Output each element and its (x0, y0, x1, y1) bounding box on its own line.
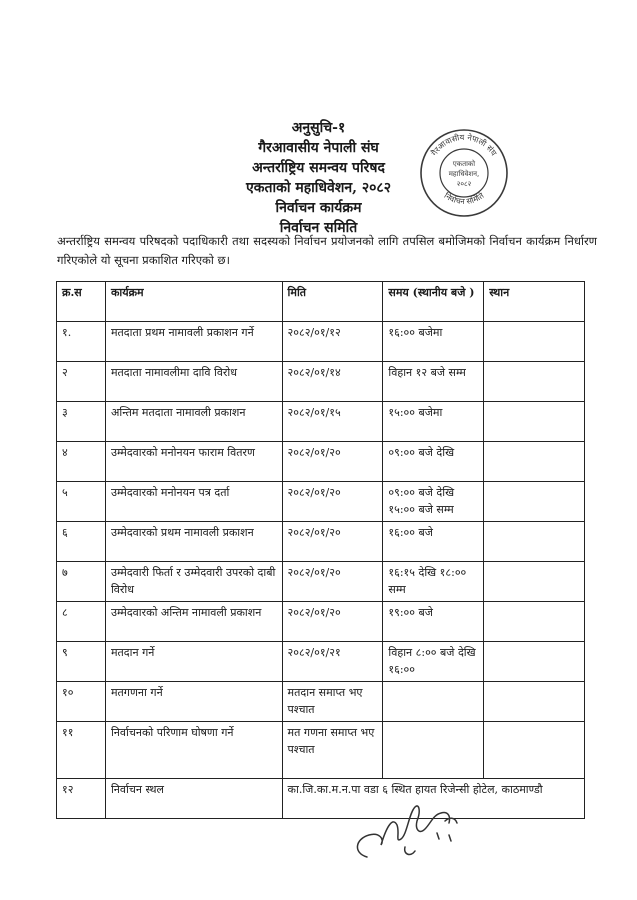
table-row-venue (57, 779, 585, 819)
row-time: विहान १२ बजे सम्म (383, 362, 484, 402)
seal-center-line1: एकताको (452, 160, 476, 168)
row-time: १५:०० बजेमा (383, 402, 484, 442)
row-date: २०८२/०१/१२ (282, 322, 383, 362)
intro-paragraph: अन्तर्राष्ट्रिय समन्वय परिषदको पदाधिकारी तथा सदस्यको निर्वाचन प्रयोजनको लागि तपसिल बमोजिमको निर्वाचन कार्यक्रम निर्धारण गरिएकोले यो सूचना प्रकाशित गरिएको छ। (57, 234, 597, 267)
svg-text:गैरआवासीय नेपाली संघ (429, 132, 499, 158)
row-serial: ५ (57, 482, 106, 522)
row-program: उम्मेदवारको मनोनयन पत्र दर्ता (105, 482, 282, 522)
row-date: मतदान समाप्त भए पश्चात (282, 682, 383, 722)
row-date: २०८२/०१/२१ (282, 642, 383, 682)
table-header-row (57, 282, 585, 322)
header-time: समय (स्थानीय बजे ) (383, 282, 484, 322)
row-date: २०८२/०१/२० (282, 482, 383, 522)
row-program: मतगणना गर्ने (105, 682, 282, 722)
seal-center-line3: २०८२ (456, 180, 472, 188)
document-header (0, 118, 637, 238)
row-date: २०८२/०१/१४ (282, 362, 383, 402)
row-serial: २ (57, 362, 106, 402)
row-program: उम्मेदवारको मनोनयन फाराम वितरण (105, 442, 282, 482)
row-place (484, 722, 585, 779)
row-time: १६:०० बजेमा (383, 322, 484, 362)
row-time: १९:०० बजे (383, 602, 484, 642)
row-time: १६:१५ देखि १८:०० सम्म (383, 562, 484, 602)
header-serial: क्र.स (57, 282, 106, 322)
row-time (383, 722, 484, 779)
row-place (484, 402, 585, 442)
row-date: २०८२/०१/२० (282, 602, 383, 642)
row-place (484, 322, 585, 362)
seal-center-line2: महाधिवेशन, (448, 170, 480, 178)
row-time: ०९:०० बजे देखि १५:०० बजे सम्म (383, 482, 484, 522)
committee-name: निर्वाचन समिति (279, 220, 358, 236)
row-serial: १. (57, 322, 106, 362)
row-place (484, 602, 585, 642)
seal-top-text: गैरआवासीय नेपाली संघ (429, 132, 499, 158)
table-row (57, 442, 585, 482)
row-serial: १० (57, 682, 106, 722)
table-row (57, 322, 585, 362)
row-date: २०८२/०१/२० (282, 442, 383, 482)
election-schedule-table (56, 281, 585, 819)
table-row (57, 562, 585, 602)
row-program: मतदान गर्ने (105, 642, 282, 682)
row-program: उम्मेदवारको प्रथम नामावली प्रकाशन (105, 522, 282, 562)
row-program: उम्मेदवारी फिर्ता र उम्मेदवारी उपरको दाबी विरोध (105, 562, 282, 602)
header-program: कार्यक्रम (105, 282, 282, 322)
row-date: मत गणना समाप्त भए पश्चात (282, 722, 383, 779)
table-row (57, 482, 585, 522)
row-date: २०८२/०१/१५ (282, 402, 383, 442)
row-place (484, 522, 585, 562)
row-date: २०८२/०१/२० (282, 562, 383, 602)
row-serial: ९ (57, 642, 106, 682)
row-serial: ७ (57, 562, 106, 602)
header-date: मिति (282, 282, 383, 322)
row-time: १६:०० बजे (383, 522, 484, 562)
table-row (57, 602, 585, 642)
row-program: अन्तिम मतदाता नामावली प्रकाशन (105, 402, 282, 442)
row-date: २०८२/०१/२० (282, 522, 383, 562)
row-place (484, 682, 585, 722)
organization-name: गैरआवासीय नेपाली संघ (258, 140, 379, 156)
row-place (484, 562, 585, 602)
row-time (383, 682, 484, 722)
row-program: उम्मेदवारको अन्तिम नामावली प्रकाशन (105, 602, 282, 642)
table-row (57, 682, 585, 722)
header-place: स्थान (484, 282, 585, 322)
row-serial: ३ (57, 402, 106, 442)
row-program: मतदाता प्रथम नामावली प्रकाशन गर्ने (105, 322, 282, 362)
program-title: निर्वाचन कार्यक्रम (275, 200, 362, 216)
table-row (57, 642, 585, 682)
row-serial: ४ (57, 442, 106, 482)
row-time: ०९:०० बजे देखि (383, 442, 484, 482)
table-row (57, 722, 585, 779)
row-place (484, 642, 585, 682)
row-program: निर्वाचनको परिणाम घोषणा गर्ने (105, 722, 282, 779)
table-row (57, 522, 585, 562)
row-venue: का.जि.का.म.न.पा वडा ६ स्थित हायत रिजेन्सी होटेल, काठमाण्डौ (282, 779, 584, 819)
seal-bottom-text: निर्वाचन समिति (442, 191, 486, 207)
council-name: अन्तर्राष्ट्रिय समन्वय परिषद (252, 160, 385, 176)
row-program: मतदाता नामावलीमा दावि विरोध (105, 362, 282, 402)
table-row (57, 362, 585, 402)
table-row (57, 402, 585, 442)
convention-title: एकताको महाधिवेशन, २०८२ (246, 180, 391, 196)
row-place (484, 482, 585, 522)
row-serial: ११ (57, 722, 106, 779)
row-serial: १२ (57, 779, 106, 819)
election-committee-seal (419, 128, 509, 218)
handwritten-signature (345, 795, 475, 870)
row-program: निर्वाचन स्थल (105, 779, 282, 819)
svg-text:निर्वाचन समिति (442, 190, 486, 206)
row-time: विहान ८:०० बजे देखि १६:०० (383, 642, 484, 682)
row-place (484, 442, 585, 482)
row-serial: ६ (57, 522, 106, 562)
row-place (484, 362, 585, 402)
row-serial: ८ (57, 602, 106, 642)
annex-title: अनुसुचि-१ (291, 120, 346, 136)
